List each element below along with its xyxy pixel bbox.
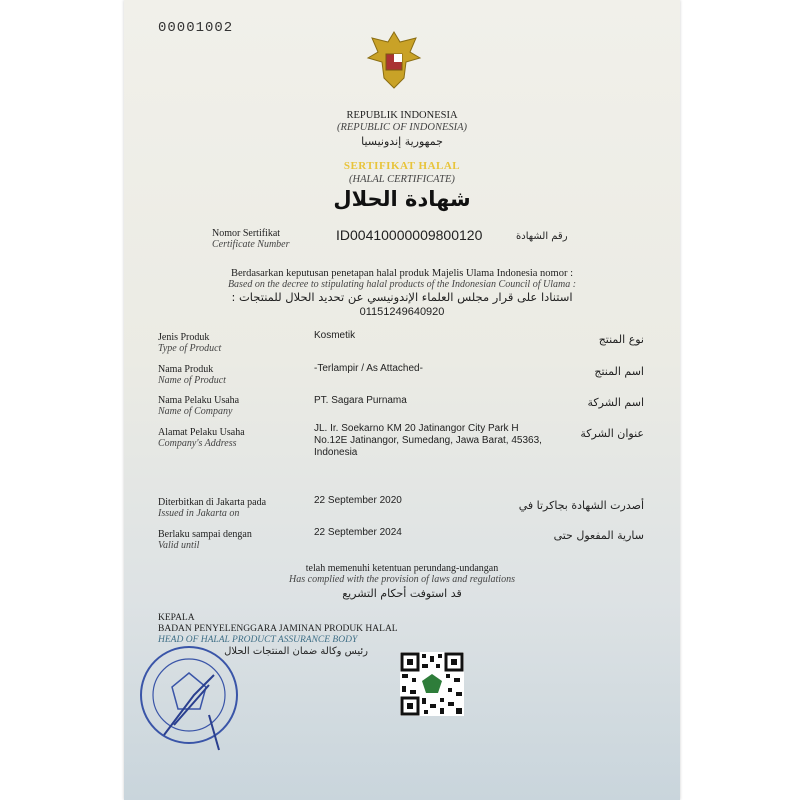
certificate-number: ID00410000009800120 <box>336 227 483 243</box>
label-en: Certificate Number <box>212 239 290 250</box>
value: JL. Ir. Soekarno KM 20 Jatinangor City Park H No.12E Jatinangor, Sumedang, Jawa Barat, 45363, Indonesia <box>314 423 542 458</box>
label-ar: سارية المفعول حتى <box>553 529 644 542</box>
label: Nama Produk <box>158 364 214 375</box>
signatory-title: KEPALA <box>158 613 195 623</box>
decree-number: 01151249640920 <box>359 306 445 318</box>
label-ar: اسم المنتج <box>594 365 644 378</box>
label-en: Company's Address <box>158 438 237 449</box>
value: 22 September 2020 <box>314 495 402 506</box>
value: PT. Sagara Purnama <box>314 395 407 406</box>
qr-code-icon <box>400 652 464 716</box>
serial-number: 00001002 <box>158 20 234 36</box>
label-en: Name of Product <box>158 375 226 386</box>
label-en: Valid until <box>158 540 200 551</box>
label: Nama Pelaku Usaha <box>158 395 240 406</box>
certificate-page <box>124 0 680 800</box>
label-ar: عنوان الشركة <box>580 427 644 440</box>
value: 22 September 2024 <box>314 527 402 538</box>
label: Jenis Produk <box>158 332 210 343</box>
label-id: Nomor Sertifikat <box>212 228 281 239</box>
label-en: Issued in Jakarta on <box>158 508 240 519</box>
compliance-text-ar: قد استوفت أحكام التشريع <box>342 587 462 600</box>
label-ar: أصدرت الشهادة بجاكرتا في <box>518 499 644 512</box>
label: Alamat Pelaku Usaha <box>158 427 245 438</box>
garuda-emblem-icon <box>364 28 424 92</box>
decree-text-en: Based on the decree to stipulating halal products of the Indonesian Council of Ulama : <box>227 279 577 290</box>
compliance-text: telah memenuhi ketentuan perundang-undangan <box>305 563 499 574</box>
label-ar: اسم الشركة <box>587 396 644 409</box>
compliance-text-en: Has complied with the provision of laws and regulations <box>289 574 515 585</box>
label: Berlaku sampai dengan <box>158 529 252 540</box>
label-en: Type of Product <box>158 343 222 354</box>
label-ar: نوع المنتج <box>598 333 644 346</box>
decree-text: Berdasarkan keputusan penetapan halal produk Majelis Ulama Indonesia nomor : <box>230 268 574 279</box>
label: Diterbitkan di Jakarta pada <box>158 497 267 508</box>
signatory-agency-en: HEAD OF HALAL PRODUCT ASSURANCE BODY <box>158 635 358 645</box>
country-name-ar: جمهورية إندونيسيا <box>361 135 443 148</box>
decree-text-ar: استنادا على قرار مجلس العلماء الإندونيسي عن تحديد الحلال للمنتجات : <box>231 290 573 304</box>
country-name-en: (REPUBLIC OF INDONESIA) <box>336 122 468 133</box>
certificate-title: SERTIFIKAT HALAL <box>343 160 461 172</box>
country-name: REPUBLIK INDONESIA <box>346 110 458 121</box>
value: -Terlampir / As Attached- <box>314 363 423 374</box>
certificate-title-ar: شهادة الحلال <box>333 187 471 211</box>
signatory-agency: BADAN PENYELENGGARA JAMINAN PRODUK HALAL <box>158 624 398 634</box>
official-stamp-icon <box>134 635 244 755</box>
certificate-title-en: (HALAL CERTIFICATE) <box>349 174 455 185</box>
signatory-agency-ar: رئيس وكالة ضمان المنتجات الحلال <box>224 646 368 657</box>
certificate-number-label <box>212 228 290 250</box>
certificate-number-label-ar: رقم الشهادة <box>516 231 568 242</box>
value: Kosmetik <box>314 330 356 341</box>
label-en: Name of Company <box>158 406 233 417</box>
